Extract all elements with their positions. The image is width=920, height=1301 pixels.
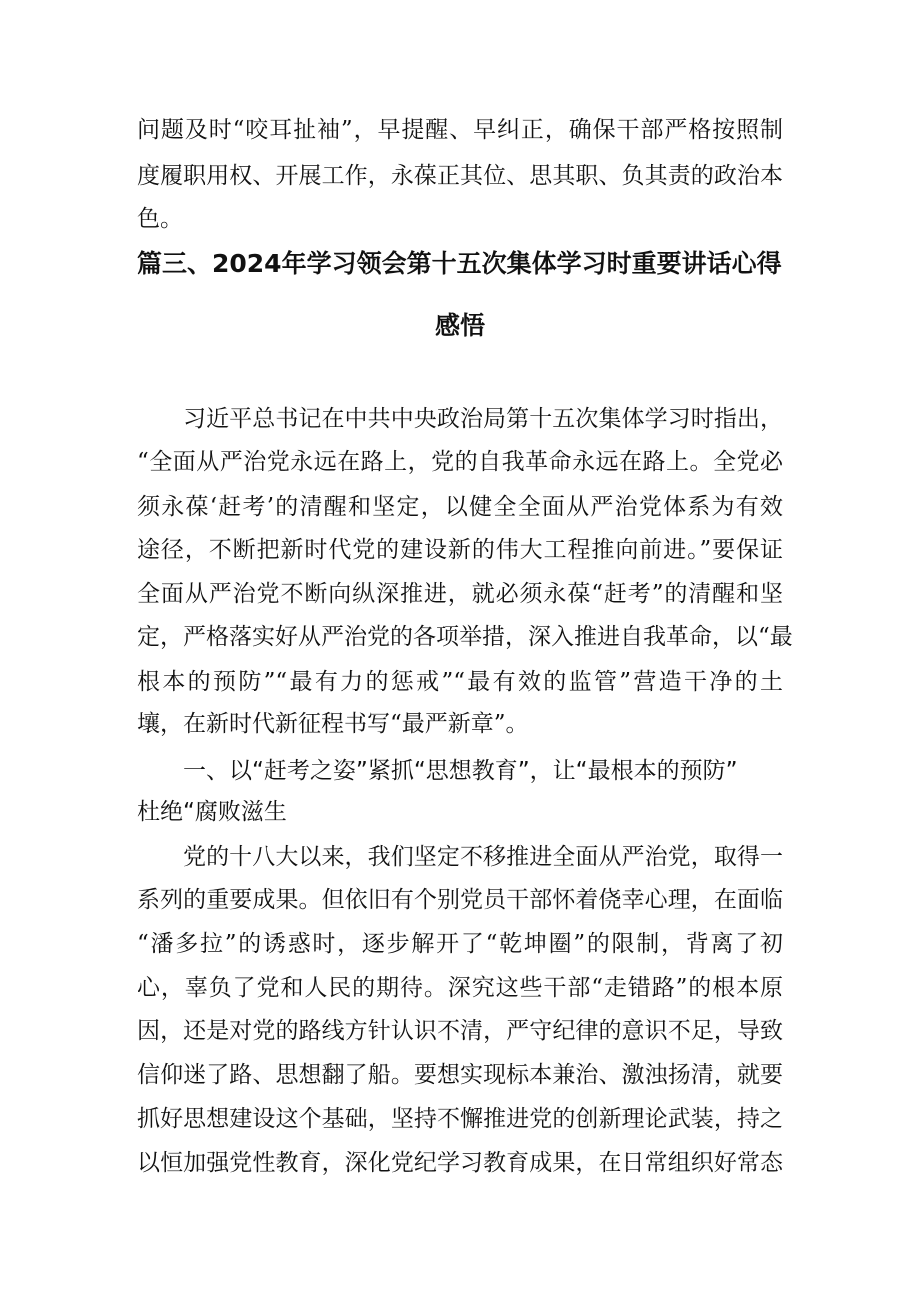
body-paragraph-line-7: 抓好思想建设这个基础，坚持不懈推进党的创新理论武装，持之 — [137, 1106, 783, 1132]
intro-paragraph-line-4: 途径，不断把新时代党的建设新的伟大工程推向前进。”要保证 — [137, 537, 783, 563]
intro-paragraph-line-2: “全面从严治党永远在路上，党的自我革命永远在路上。全党必 — [137, 449, 783, 475]
body-paragraph-line-4: 心，辜负了党和人民的期待。深究这些干部“走错路”的根本原 — [137, 975, 783, 1001]
section-heading-line-1: 篇三、2024年学习领会第十五次集体学习时重要讲话心得 — [137, 249, 782, 278]
intro-paragraph-line-5: 全面从严治党不断向纵深推进，就必须永葆“赶考”的清醒和坚 — [137, 581, 783, 607]
body-paragraph-line-5: 因，还是对党的路线方针认识不清，严守纪律的意识不足，导致 — [137, 1018, 783, 1044]
intro-paragraph-line-1: 习近平总书记在中共中央政治局第十五次集体学习时指出， — [183, 406, 783, 432]
intro-paragraph-line-7: 根本的预防”“最有力的惩戒”“最有效的监管”营造干净的土 — [137, 669, 783, 695]
top-paragraph-line-2: 度履职用权、开展工作，永葆正其位、思其职、负其责的政治本 — [137, 163, 783, 189]
body-paragraph-line-8: 以恒加强党性教育，深化党纪学习教育成果，在日常组织好常态 — [137, 1150, 783, 1176]
subheading-line-1: 一、以“赶考之姿”紧抓“思想教育”，让“最根本的预防” — [183, 758, 738, 784]
body-paragraph-line-6: 信仰迷了路、思想翻了船。要想实现标本兼治、激浊扬清，就要 — [137, 1062, 783, 1088]
subheading-line-2: 杜绝“腐败滋生 — [137, 799, 287, 825]
body-paragraph-line-2: 系列的重要成果。但依旧有个别党员干部怀着侥幸心理，在面临 — [137, 887, 783, 913]
top-paragraph-line-3: 色。 — [137, 206, 183, 232]
body-paragraph-line-1: 党的十八大以来，我们坚定不移推进全面从严治党，取得一 — [183, 844, 783, 870]
body-paragraph-line-3: “潘多拉”的诱惑时，逐步解开了“乾坤圈”的限制，背离了初 — [137, 931, 783, 957]
section-heading-line-2: 感悟 — [435, 311, 486, 340]
intro-paragraph-line-6: 定，严格落实好从严治党的各项举措，深入推进自我革命，以“最 — [137, 624, 793, 650]
intro-paragraph-line-8: 壤，在新时代新征程书写“最严新章”。 — [137, 711, 529, 737]
top-paragraph-line-1: 问题及时“咬耳扯袖”，早提醒、早纠正，确保干部严格按照制 — [137, 117, 783, 143]
intro-paragraph-line-3: 须永葆‘赶考’的清醒和坚定，以健全全面从严治党体系为有效 — [137, 494, 783, 520]
